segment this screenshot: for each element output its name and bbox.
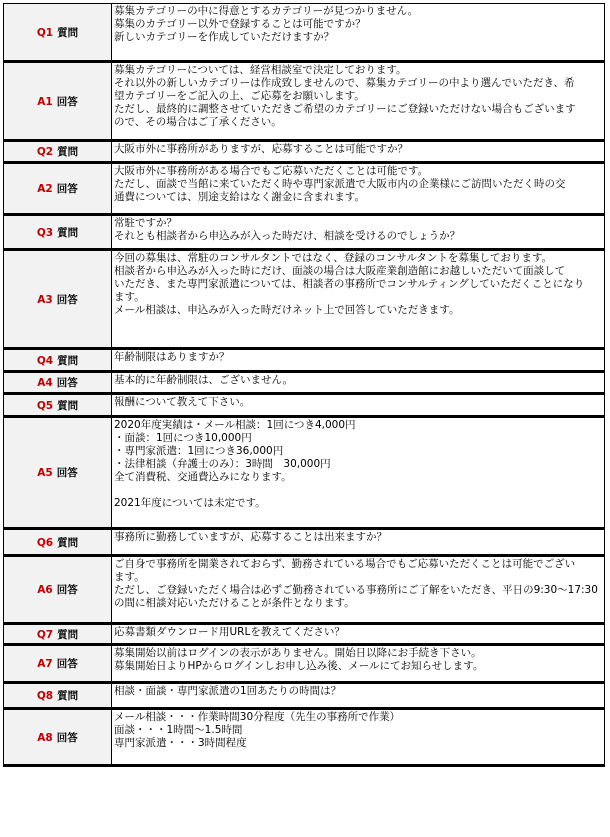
row-type: 質問 — [57, 628, 79, 641]
text-line: 募集カテゴリーの中に得意とするカテゴリーが見つかりません。 — [114, 5, 419, 17]
faq-table-body — [4, 4, 605, 766]
row-type: 質問 — [57, 536, 79, 549]
text-line: 新しいカテゴリーを作成していただけますか？ — [114, 31, 335, 43]
question-text — [112, 683, 605, 709]
answer-text — [112, 62, 605, 141]
faq-row-q7 — [4, 624, 605, 645]
text-line: それ以外の新しいカテゴリーは作成致しませんので、募集カテゴリーの中より選んでいただき、希 — [114, 77, 575, 89]
faq-table — [3, 3, 605, 767]
question-text — [112, 4, 605, 62]
answer-text — [112, 163, 605, 215]
answer-text — [112, 645, 605, 683]
row-id: A2 — [37, 183, 53, 195]
row-id: Q3 — [36, 226, 54, 239]
row-id: A5 — [37, 467, 53, 479]
faq-row-q8 — [4, 683, 605, 709]
text-line: ただし、ご登録いただく場合は必ずご勤務されている事務所にご了解をいただき、平日の9:30～17:30 — [114, 584, 598, 596]
text-line: ・専門家派遣：1回につき36,000円 — [114, 445, 284, 457]
faq-row-a1 — [4, 62, 605, 141]
text-line: 募集開始以前はログインの表示がありません。開始日以降にお手続き下さい。 — [114, 647, 482, 659]
text-line: 全て消費税、交通費込みになります。 — [114, 471, 292, 483]
text-line: それとも相談者から申込みが入った時だけ、相談を受けるのでしょうか？ — [114, 230, 461, 242]
text-line: ご自身で事務所を開業されておらず、勤務されている場合でもご応募いただくことは可能でござい — [114, 558, 576, 570]
row-type: 回答 — [56, 658, 78, 670]
text-line: ます。 — [114, 291, 145, 303]
faq-row-q6 — [4, 529, 605, 556]
row-type: 質問 — [57, 354, 79, 367]
faq-row-a4 — [4, 372, 605, 394]
text-line: いただき、また専門家派遣については、相談者の事務所でコンサルティングしていただくことになり — [114, 278, 585, 290]
text-line: 募集のカテゴリー以外で登録することは可能ですか？ — [114, 18, 366, 30]
faq-row-q3 — [4, 215, 605, 250]
text-line: 基本的に年齢制限は、ございません。 — [114, 374, 294, 386]
text-line: 今回の募集は、常駐のコンサルタントではなく、登録のコンサルタントを募集しております。 — [114, 252, 553, 264]
row-label — [4, 349, 112, 372]
text-line: 望カテゴリーをご記入の上、ご応募をお願いします。 — [114, 90, 365, 102]
text-line: 募集カテゴリーについては、経営相談室で決定しております。 — [114, 64, 407, 76]
text-line: ・面談：1回につき10,000円 — [114, 432, 252, 444]
faq-row-a2 — [4, 163, 605, 215]
row-id: A4 — [37, 377, 53, 389]
row-id: Q8 — [36, 690, 54, 702]
question-text — [112, 141, 605, 163]
row-type: 質問 — [57, 146, 79, 158]
faq-row-a8 — [4, 709, 605, 766]
row-label — [4, 62, 112, 141]
row-label — [4, 556, 112, 624]
text-line: メール相談は、申込みが入った時だけネット上で回答していただきます。 — [114, 304, 460, 316]
text-line: 募集開始日よりHPからログインしお申し込み後、メールにてお知らせします。 — [114, 660, 484, 672]
faq-row-q1 — [4, 4, 605, 62]
text-line: ただし、最終的に調整させていただきご希望のカテゴリーにご登録いただけない場合もございます — [114, 103, 576, 115]
faq-row-a6 — [4, 556, 605, 624]
answer-text — [112, 556, 605, 624]
row-type: 回答 — [56, 467, 78, 479]
text-line: 2021年度については未定です。 — [114, 497, 266, 509]
answer-text — [112, 709, 605, 766]
text-line: 専門家派遣・・・3時間程度 — [114, 737, 247, 749]
row-label — [4, 624, 112, 645]
faq-row-q5 — [4, 394, 605, 417]
row-type: 回答 — [56, 293, 78, 306]
row-label — [4, 683, 112, 709]
faq-row-a5 — [4, 417, 605, 529]
row-type: 回答 — [56, 95, 78, 108]
row-label — [4, 417, 112, 529]
text-line: 事務所に勤務していますが、応募することは出来ますか？ — [114, 531, 387, 543]
row-id: A7 — [37, 658, 53, 670]
text-line: 通費については、別途支給はなく謝金に含まれます。 — [114, 191, 365, 203]
text-line: 報酬について教えて下さい。 — [114, 396, 251, 408]
answer-text — [112, 417, 605, 529]
row-label — [4, 709, 112, 766]
text-line: メール相談・・・作業時間30分程度（先生の事務所で作業） — [114, 711, 401, 723]
text-line — [114, 484, 602, 497]
faq-row-a7 — [4, 645, 605, 683]
question-text — [112, 349, 605, 372]
row-id: Q7 — [36, 628, 54, 641]
answer-text — [112, 250, 605, 349]
row-type: 質問 — [57, 399, 79, 412]
question-text — [112, 215, 605, 250]
row-label — [4, 250, 112, 349]
row-id: Q2 — [36, 146, 54, 158]
row-label — [4, 394, 112, 417]
row-id: A1 — [37, 95, 53, 108]
row-label — [4, 215, 112, 250]
text-line: ので、その場合はご了承ください。 — [114, 116, 282, 128]
text-line: 大阪市外に事務所がある場合でもご応募いただくことは可能です。 — [114, 165, 429, 177]
question-text — [112, 624, 605, 645]
row-type: 質問 — [57, 26, 79, 39]
row-type: 質問 — [57, 226, 79, 239]
row-type: 回答 — [56, 377, 78, 389]
row-id: A6 — [37, 584, 53, 596]
row-id: A3 — [37, 293, 53, 306]
text-line: 2020年度実績は・メール相談：1回につき4,000円 — [114, 419, 356, 431]
faq-row-q2 — [4, 141, 605, 163]
row-id: Q1 — [36, 26, 54, 39]
row-id: Q5 — [36, 399, 54, 412]
row-label — [4, 372, 112, 394]
row-type: 回答 — [56, 584, 78, 596]
text-line: ただし、面談で当館に来ていただく時や専門家派遣で大阪市内の企業様にご訪問いただく時の交 — [114, 178, 566, 190]
row-label — [4, 529, 112, 556]
row-label — [4, 645, 112, 683]
text-line: ます。 — [114, 571, 145, 583]
text-line — [114, 317, 602, 330]
text-line: 相談・面談・専門家派遣の1回あたりの時間は？ — [114, 685, 342, 697]
question-text — [112, 529, 605, 556]
text-line: 面談・・・1時間～1.5時間 — [114, 724, 243, 736]
text-line: 応募書類ダウンロード用URLを教えてください？ — [114, 626, 345, 638]
row-id: Q4 — [36, 354, 54, 367]
row-type: 回答 — [56, 183, 78, 195]
row-type: 質問 — [57, 690, 79, 702]
text-line: 年齢制限はありますか？ — [114, 351, 230, 363]
text-line: 大阪市外に事務所がありますが、応募することは可能ですか？ — [114, 143, 408, 155]
question-text — [112, 394, 605, 417]
text-line: 常駐ですか？ — [114, 217, 177, 229]
text-line: ・法律相談（弁護士のみ）：3時間 30,000円 — [114, 458, 331, 470]
row-type: 回答 — [56, 731, 78, 744]
faq-row-q4 — [4, 349, 605, 372]
text-line: 相談者から申込みが入った時にだけ、面談の場合は大阪産業創造館にお越しいただいて面談して — [114, 265, 566, 277]
row-id: Q6 — [36, 536, 54, 549]
row-label — [4, 163, 112, 215]
row-id: A8 — [37, 731, 53, 744]
text-line: の間に相談対応いただけることが条件となります。 — [114, 597, 355, 609]
row-label — [4, 141, 112, 163]
faq-row-a3 — [4, 250, 605, 349]
answer-text — [112, 372, 605, 394]
row-label — [4, 4, 112, 62]
